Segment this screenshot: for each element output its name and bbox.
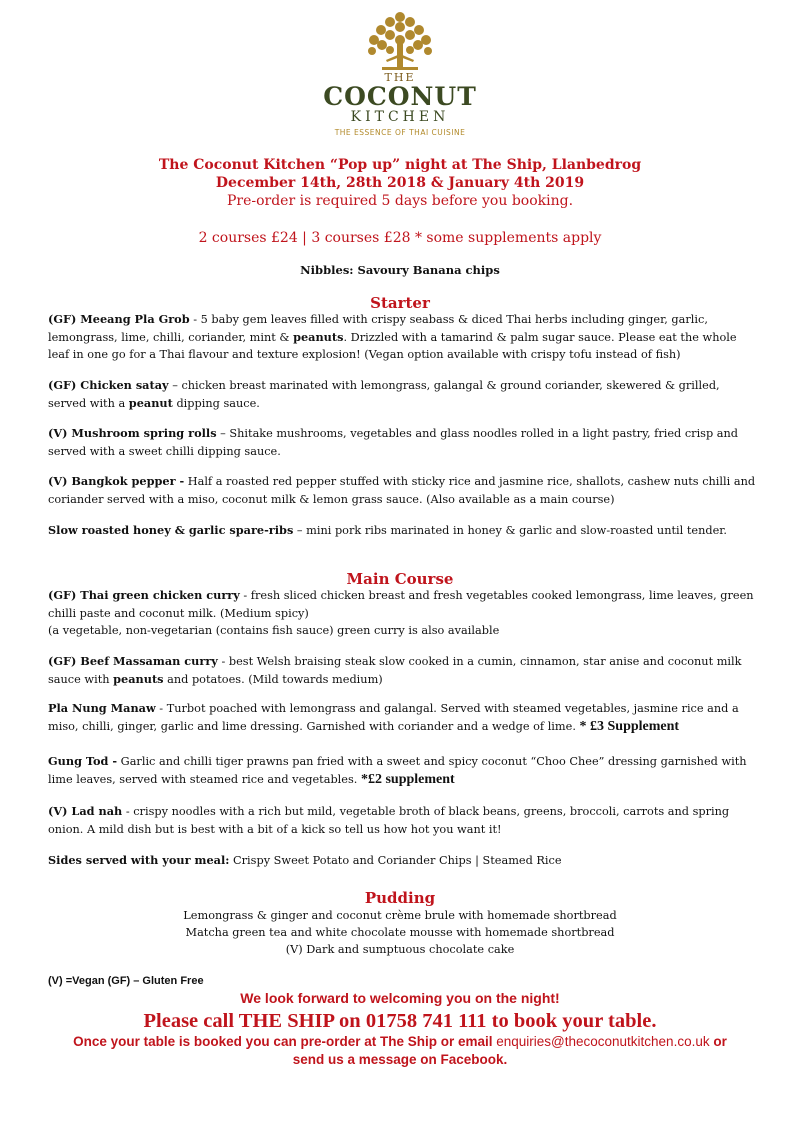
menu-item: Gung Tod - Garlic and chilli tiger prawns pan fried with a sweet and spicy coconut “Choo Chee” dressing garnished with lime leaves, served with steamed rice and vegetables. *£2 supplement	[48, 754, 747, 787]
menu-item: Slow roasted honey & garlic spare-ribs – mini pork ribs marinated in honey & garlic and slow-roasted until tender.	[48, 523, 728, 537]
diet-legend: (V) =Vegan (GF) – Gluten Free	[48, 975, 204, 987]
pudding-item: Matcha green tea and white chocolate mousse with homemade shortbread	[185, 926, 615, 939]
event-dates: December 14th, 28th 2018 & January 4th 2019	[215, 175, 585, 191]
starter-heading: Starter	[370, 294, 430, 312]
pudding-item: (V) Dark and sumptuous chocolate cake	[285, 943, 515, 956]
facebook-line: send us a message on Facebook.	[292, 1052, 508, 1067]
supplement-badge: *£2 supplement	[360, 771, 455, 787]
booking-call-line: Please call THE SHIP on 01758 741 111 to book your table.	[143, 1010, 657, 1032]
menu-item: (GF) Meeang Pla Grob - 5 baby gem leaves filled with crispy seabass & diced Thai herbs including ginger, garlic, lemongrass, lime, chilli, coriander, mint & peanuts. Drizzled with a tamarind & palm sugar sauce. Please eat the whole leaf in one go for a Thai flavour and texture explosion! (Vegan option available with crispy tofu instead of fish)	[48, 312, 737, 361]
logo-tagline: THE ESSENCE OF THAI CUISINE	[334, 128, 466, 137]
menu-item: (V) Mushroom spring rolls – Shitake mushrooms, vegetables and glass noodles rolled in a light pastry, fried crisp and served with a sweet chilli dipping sauce.	[48, 426, 739, 458]
nibbles: Nibbles: Savoury Banana chips	[300, 263, 500, 277]
logo-the-text: THE	[384, 71, 416, 84]
pudding-heading: Pudding	[364, 889, 436, 907]
main-course-heading: Main Course	[346, 570, 454, 588]
preorder-line: Once your table is booked you can pre-order at The Ship or email enquiries@thecoconutkitchen.co.uk or	[73, 1034, 727, 1049]
menu-item: (V) Bangkok pepper - Half a roasted red pepper stuffed with sticky rice and jasmine rice, shallots, cashew nuts chilli and coriander served with a miso, coconut milk & lemon grass sauce. (Also available as a main course)	[48, 474, 756, 506]
tree-icon	[360, 10, 440, 72]
menu-item: (V) Lad nah - crispy noodles with a rich but mild, vegetable broth of black beans, greens, broccoli, carrots and spring onion. A mild dish but is best with a bit of a kick so tell us how hot you want it!	[48, 804, 730, 836]
logo-coconut-text: COCONUT	[323, 82, 477, 111]
logo-kitchen-text: KITCHEN	[350, 109, 450, 125]
coconut-kitchen-logo	[300, 10, 500, 138]
pudding-item: Lemongrass & ginger and coconut crème brule with homemade shortbread	[183, 909, 617, 922]
menu-item: Pla Nung Manaw - Turbot poached with lemongrass and galangal. Served with steamed vegetables, jasmine rice and a miso, chilli, ginger, garlic and lime dressing. Garnished with coriander and a wedge of lime. * £3 Supplement	[48, 701, 739, 734]
supplement-badge: * £3 Supplement	[579, 718, 680, 734]
welcome-line: We look forward to welcoming you on the night!	[240, 990, 560, 1006]
menu-item: (GF) Beef Massaman curry - best Welsh braising steak slow cooked in a cumin, cinnamon, star anise and coconut milk sauce with peanuts and potatoes. (Mild towards medium)	[48, 654, 742, 686]
menu-item: (GF) Chicken satay – chicken breast marinated with lemongrass, galangal & ground coriander, skewered & grilled, served with a peanut dipping sauce.	[48, 378, 720, 410]
sides-line: Sides served with your meal: Crispy Sweet Potato and Coriander Chips | Steamed Rice	[48, 853, 562, 867]
menu-item: (GF) Thai green chicken curry - fresh sliced chicken breast and fresh vegetables cooked lemongrass, lime leaves, green chilli paste and coconut milk. (Medium spicy) (a vegetable, non-vegetarian (contains fish sauce) green curry is also available	[48, 588, 754, 637]
course-prices: 2 courses £24 | 3 courses £28 * some supplements apply	[198, 230, 602, 246]
email-link[interactable]: enquiries@thecoconutkitchen.co.uk	[496, 1034, 710, 1049]
event-title: The Coconut Kitchen “Pop up” night at The Ship, Llanbedrog	[158, 157, 642, 173]
preorder-note: Pre-order is required 5 days before you booking.	[226, 193, 574, 209]
